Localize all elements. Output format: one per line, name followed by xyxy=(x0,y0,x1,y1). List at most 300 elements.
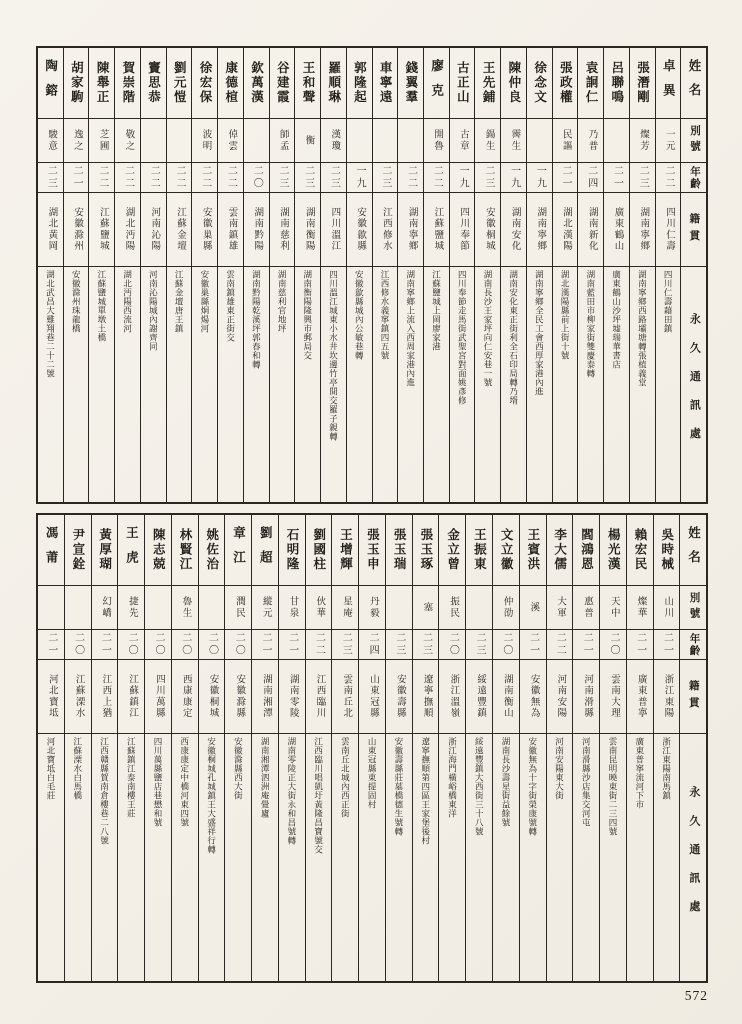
person-origin-cell xyxy=(218,192,243,266)
person-column xyxy=(279,515,306,981)
person-origin-cell xyxy=(439,659,465,733)
person-name: 林賢江 xyxy=(177,528,192,572)
person-address-cell xyxy=(413,733,439,981)
person-age-cell xyxy=(493,629,519,659)
person-column xyxy=(167,48,193,502)
person-address-cell xyxy=(332,733,358,981)
person-name-cell xyxy=(141,48,166,118)
header-alias: 別號 xyxy=(688,592,700,623)
person-name-cell xyxy=(118,515,144,585)
person-column xyxy=(359,515,386,981)
person-age: 二三 xyxy=(420,632,432,657)
person-address-cell xyxy=(118,733,144,981)
person-address: 安徽滁縣西大街 xyxy=(233,737,244,801)
person-origin: 湖南衡陽 xyxy=(303,207,314,252)
person-name-cell xyxy=(92,515,118,585)
person-address-cell xyxy=(501,266,526,502)
person-column xyxy=(439,515,466,981)
person-address: 江蘇鹽城單墩土橋 xyxy=(96,270,107,343)
person-name-cell xyxy=(386,515,412,585)
person-name-cell xyxy=(244,48,269,118)
person-address: 湖南黔陽乾溪坪郭春和轉 xyxy=(251,270,262,370)
person-alias-cell xyxy=(192,118,217,162)
header-name-cell xyxy=(680,515,706,585)
header-age: 年齡 xyxy=(688,165,700,190)
person-alias-cell xyxy=(172,585,198,629)
person-name: 古正山 xyxy=(455,61,470,105)
person-address-cell xyxy=(279,733,305,981)
directory-table-bottom xyxy=(36,513,708,983)
person-alias: 山川 xyxy=(662,596,673,619)
person-name-cell xyxy=(527,48,552,118)
person-address-cell xyxy=(89,266,114,502)
person-column xyxy=(654,515,681,981)
person-origin-cell xyxy=(553,192,578,266)
person-name: 石明隆 xyxy=(285,528,300,572)
person-address-cell xyxy=(573,733,599,981)
person-alias-cell xyxy=(89,118,114,162)
person-age-cell xyxy=(332,629,358,659)
person-name-cell xyxy=(65,515,91,585)
person-age-cell xyxy=(38,162,63,192)
person-address-cell xyxy=(145,733,171,981)
person-address-cell xyxy=(306,733,332,981)
person-origin-cell xyxy=(347,192,372,266)
person-origin: 江蘇鹽城 xyxy=(97,207,108,252)
person-alias-cell xyxy=(225,585,251,629)
person-age-cell xyxy=(141,162,166,192)
person-name-cell xyxy=(192,48,217,118)
person-address-cell xyxy=(295,266,320,502)
person-age-cell xyxy=(578,162,603,192)
person-name-cell xyxy=(547,515,573,585)
person-column xyxy=(321,48,347,502)
person-column xyxy=(118,515,145,981)
person-name-cell xyxy=(38,48,63,118)
person-origin: 江蘇鎮江 xyxy=(127,674,138,719)
person-name: 陳志兢 xyxy=(151,528,166,572)
person-origin: 河南安陽 xyxy=(555,674,566,719)
person-age: 二三 xyxy=(340,632,352,657)
person-address-cell xyxy=(424,266,449,502)
person-name: 賀崇階 xyxy=(120,61,135,105)
person-origin-cell xyxy=(167,192,192,266)
person-name: 黃厚瑚 xyxy=(97,528,112,572)
person-name-cell xyxy=(64,48,89,118)
person-name: 王增輝 xyxy=(338,528,353,572)
person-alias: 駿意 xyxy=(46,129,57,152)
person-origin: 安徽壽縣 xyxy=(394,674,405,719)
person-column xyxy=(306,515,333,981)
header-name: 姓名 xyxy=(686,526,701,574)
person-age-cell xyxy=(573,629,599,659)
person-age: 二一 xyxy=(71,165,83,190)
person-age-cell xyxy=(115,162,140,192)
person-age-cell xyxy=(475,162,500,192)
person-age-cell xyxy=(295,162,320,192)
person-address: 江蘇鹽城上岡廖家港 xyxy=(431,270,442,352)
person-name: 張玉瑞 xyxy=(392,528,407,572)
person-alias-cell xyxy=(573,585,599,629)
person-address: 湖南長沙王家坪向仁安巷一號 xyxy=(482,270,493,388)
person-alias: 波明 xyxy=(200,129,211,152)
person-origin: 河南沁陽 xyxy=(149,207,160,252)
person-origin: 湖南新化 xyxy=(586,207,597,252)
person-name: 張潛剛 xyxy=(635,61,650,105)
person-origin: 遼寧撫順 xyxy=(421,674,432,719)
person-name-cell xyxy=(167,48,192,118)
person-address-cell xyxy=(359,733,385,981)
person-age: 二三 xyxy=(379,165,391,190)
person-name-cell xyxy=(466,515,492,585)
person-column xyxy=(115,48,141,502)
person-name: 陳仲良 xyxy=(506,61,521,105)
person-name: 賴宏民 xyxy=(632,528,647,572)
person-address-cell xyxy=(654,733,680,981)
person-address: 廣東普寧流河下市 xyxy=(634,737,645,810)
person-address-cell xyxy=(439,733,465,981)
person-origin: 湖南衡山 xyxy=(501,674,512,719)
person-column xyxy=(501,48,527,502)
person-age-cell xyxy=(244,162,269,192)
person-column xyxy=(192,48,218,502)
person-name-cell xyxy=(573,515,599,585)
person-name: 章江 xyxy=(231,525,246,575)
person-origin: 山東冠縣 xyxy=(368,674,379,719)
person-column xyxy=(475,48,501,502)
person-origin: 浙江東陽 xyxy=(662,674,673,719)
person-origin: 四川奉節 xyxy=(458,207,469,252)
person-column xyxy=(89,48,115,502)
person-name: 郭隆起 xyxy=(352,61,367,105)
person-address: 河南滑縣沙店集交河屯 xyxy=(581,737,592,828)
person-address: 安徽壽縣莊墓橋德生號轉 xyxy=(393,737,404,837)
header-name: 姓名 xyxy=(686,59,701,107)
person-age-cell xyxy=(450,162,475,192)
person-origin: 湖南寧鄉 xyxy=(406,207,417,252)
person-origin: 安徽無為 xyxy=(528,674,539,719)
person-age-cell xyxy=(64,162,89,192)
person-alias: 逸之 xyxy=(71,129,82,152)
person-age: 二〇 xyxy=(206,632,218,657)
person-column xyxy=(573,515,600,981)
person-origin-cell xyxy=(65,659,91,733)
person-age: 二一 xyxy=(611,165,623,190)
person-address-cell xyxy=(65,733,91,981)
person-name-cell xyxy=(295,48,320,118)
header-age-cell xyxy=(680,629,706,659)
person-name: 呂聯鳴 xyxy=(609,61,624,105)
person-origin-cell xyxy=(279,659,305,733)
person-name-cell xyxy=(600,515,626,585)
person-column xyxy=(270,48,296,502)
person-name-cell xyxy=(501,48,526,118)
person-name: 竇思恭 xyxy=(146,61,161,105)
person-origin-cell xyxy=(424,192,449,266)
person-name-cell xyxy=(145,515,171,585)
person-alias: 一元 xyxy=(663,129,674,152)
person-age-cell xyxy=(218,162,243,192)
person-address: 江蘇溧水白馬橋 xyxy=(72,737,83,801)
person-name: 張玉申 xyxy=(365,528,380,572)
person-alias-cell xyxy=(167,118,192,162)
person-alias: 天中 xyxy=(608,596,619,619)
person-origin-cell xyxy=(654,659,680,733)
person-name-cell xyxy=(604,48,629,118)
person-name-cell xyxy=(439,515,465,585)
header-alias: 別號 xyxy=(688,125,700,156)
person-column xyxy=(386,515,413,981)
person-origin: 河南滑縣 xyxy=(582,674,593,719)
person-age: 二一 xyxy=(581,632,593,657)
person-address-cell xyxy=(270,266,295,502)
person-age-cell xyxy=(604,162,629,192)
person-origin-cell xyxy=(225,659,251,733)
person-address: 湖南湘潭泗洲庵覺廬 xyxy=(260,737,271,819)
person-alias: 星庵 xyxy=(341,596,352,619)
header-age: 年齡 xyxy=(688,632,700,657)
person-address-cell xyxy=(527,266,552,502)
person-address: 安徽歙縣城內公敏巷轉 xyxy=(354,270,365,361)
person-address-cell xyxy=(627,733,653,981)
person-address-cell xyxy=(244,266,269,502)
person-age: 二二 xyxy=(96,165,108,190)
person-name: 陶鎔 xyxy=(43,58,58,108)
person-origin: 四川仁壽 xyxy=(663,207,674,252)
person-origin-cell xyxy=(199,659,225,733)
person-address: 河北寶坻白毛莊 xyxy=(45,737,56,801)
person-name-cell xyxy=(115,48,140,118)
person-column xyxy=(225,515,252,981)
person-address: 四川仁壽藉田鎮 xyxy=(663,270,674,334)
person-alias-cell xyxy=(630,118,655,162)
person-alias-cell xyxy=(654,585,680,629)
person-age: 二三 xyxy=(393,632,405,657)
person-address: 西康康定中橋河東四號 xyxy=(179,737,190,828)
person-name-cell xyxy=(475,48,500,118)
person-address: 河南安陽東大街 xyxy=(554,737,565,801)
person-alias: 幻嶠 xyxy=(100,596,111,619)
person-column xyxy=(252,515,279,981)
person-origin: 江蘇金壇 xyxy=(175,207,186,252)
person-age-cell xyxy=(118,629,144,659)
header-name-cell xyxy=(681,48,706,118)
person-alias: 仲劭 xyxy=(501,596,512,619)
person-alias-cell xyxy=(520,585,546,629)
person-address: 安徽桐城孔城鎮王大盛祥行轉 xyxy=(206,737,217,855)
person-name-cell xyxy=(279,515,305,585)
person-alias: 古章 xyxy=(457,129,468,152)
person-address-cell xyxy=(466,733,492,981)
person-origin-cell xyxy=(466,659,492,733)
person-name-cell xyxy=(321,48,346,118)
person-alias: 溪 xyxy=(528,601,539,614)
directory-table-top xyxy=(36,46,708,504)
person-age: 一九 xyxy=(354,165,366,190)
person-age-cell xyxy=(167,162,192,192)
person-alias: 乃普 xyxy=(586,129,597,152)
person-alias-cell xyxy=(493,585,519,629)
person-age-cell xyxy=(439,629,465,659)
person-name-cell xyxy=(656,48,681,118)
person-address-cell xyxy=(252,733,278,981)
person-address: 江西贛縣賀南倉樓巷二八號 xyxy=(99,737,110,846)
person-origin-cell xyxy=(270,192,295,266)
person-name: 劉國柱 xyxy=(311,528,326,572)
person-origin: 江西臨川 xyxy=(314,674,325,719)
person-alias-cell xyxy=(295,118,320,162)
person-age-cell xyxy=(252,629,278,659)
person-age-cell xyxy=(199,629,225,659)
person-age: 二二 xyxy=(122,165,134,190)
person-name: 馮莆 xyxy=(44,525,59,575)
person-alias: 漢瓊 xyxy=(329,129,340,152)
person-age: 二三 xyxy=(328,165,340,190)
person-origin: 廣東普寧 xyxy=(635,674,646,719)
person-address: 安徽滁州珠龍橋 xyxy=(71,270,82,334)
person-address-cell xyxy=(656,266,681,502)
person-column xyxy=(295,48,321,502)
person-origin: 安徽桐城 xyxy=(483,207,494,252)
person-name: 欽萬漢 xyxy=(249,61,264,105)
person-address: 四川萬縣鹽店巷懋和號 xyxy=(153,737,164,828)
person-age-cell xyxy=(306,629,332,659)
person-origin: 安徽巢縣 xyxy=(200,207,211,252)
person-name-cell xyxy=(199,515,225,585)
person-origin-cell xyxy=(172,659,198,733)
person-origin-cell xyxy=(141,192,166,266)
person-origin: 江蘇溧水 xyxy=(73,674,84,719)
person-column xyxy=(630,48,656,502)
person-name-cell xyxy=(359,515,385,585)
person-alias-cell xyxy=(38,118,63,162)
person-alias-cell xyxy=(501,118,526,162)
person-address-cell xyxy=(630,266,655,502)
person-age: 二〇 xyxy=(500,632,512,657)
person-age: 二四 xyxy=(367,632,379,657)
person-age: 二〇 xyxy=(152,632,164,657)
person-address-cell xyxy=(38,266,63,502)
person-alias-cell xyxy=(413,585,439,629)
person-age-cell xyxy=(279,629,305,659)
person-origin: 西康康定 xyxy=(180,674,191,719)
person-address: 雲南丘北城內西正街 xyxy=(340,737,351,819)
person-alias-cell xyxy=(38,585,64,629)
person-name: 王和聲 xyxy=(300,61,315,105)
person-age: 二〇 xyxy=(251,165,263,190)
person-alias: 燦芳 xyxy=(638,129,648,152)
person-name-cell xyxy=(332,515,358,585)
page-number: 572 xyxy=(684,988,708,1003)
person-alias-cell xyxy=(321,118,346,162)
person-age-cell xyxy=(466,629,492,659)
person-address-cell xyxy=(167,266,192,502)
person-age: 二一 xyxy=(634,632,646,657)
person-alias-cell xyxy=(386,585,412,629)
person-address: 湖南長沙壽星街益餘號 xyxy=(500,737,511,828)
person-address-cell xyxy=(225,733,251,981)
person-age-cell xyxy=(656,162,681,192)
person-column xyxy=(141,48,167,502)
person-alias-cell xyxy=(527,118,552,162)
person-age-cell xyxy=(501,162,526,192)
person-alias: 振民 xyxy=(448,596,459,619)
person-alias-cell xyxy=(656,118,681,162)
person-name: 閻鴻恩 xyxy=(579,528,594,572)
person-origin-cell xyxy=(656,192,681,266)
person-address: 山東冠縣東提固村 xyxy=(367,737,378,810)
person-name: 王先鋪 xyxy=(481,61,496,105)
person-address: 安徽巢縣烔煬河 xyxy=(199,270,210,334)
person-origin-cell xyxy=(386,659,412,733)
person-age: 二二 xyxy=(313,632,325,657)
person-alias: 芝圃 xyxy=(97,129,108,152)
person-alias: 民謳 xyxy=(560,129,571,152)
person-origin: 湖北沔陽 xyxy=(123,207,134,252)
person-column xyxy=(373,48,399,502)
person-address: 浙江東陽南馬鎮 xyxy=(661,737,672,801)
person-address-cell xyxy=(172,733,198,981)
header-origin: 籍貫 xyxy=(687,679,699,714)
person-address-cell xyxy=(553,266,578,502)
person-column xyxy=(553,48,579,502)
person-origin-cell xyxy=(527,192,552,266)
person-address: 湖北漢陽縣前上街十號 xyxy=(560,270,571,361)
person-alias: 甘泉 xyxy=(287,596,298,619)
person-age: 二〇 xyxy=(607,632,619,657)
person-age: 二二 xyxy=(431,165,443,190)
person-alias-cell xyxy=(65,585,91,629)
person-origin-cell xyxy=(501,192,526,266)
person-age-cell xyxy=(654,629,680,659)
person-address-cell xyxy=(450,266,475,502)
person-age: 一九 xyxy=(534,165,546,190)
person-alias-cell xyxy=(439,585,465,629)
person-column xyxy=(64,48,90,502)
person-name: 王虎 xyxy=(124,525,139,575)
person-origin: 江西修水 xyxy=(380,207,391,252)
person-column xyxy=(547,515,574,981)
person-column xyxy=(145,515,172,981)
person-alias-cell xyxy=(252,585,278,629)
person-alias-cell xyxy=(306,585,332,629)
person-alias-cell xyxy=(553,118,578,162)
person-column xyxy=(65,515,92,981)
header-column xyxy=(681,48,706,502)
person-alias-cell xyxy=(118,585,144,629)
header-address-cell xyxy=(680,733,706,981)
person-origin-cell xyxy=(359,659,385,733)
person-alias: 縱元 xyxy=(260,596,271,619)
person-origin-cell xyxy=(118,659,144,733)
person-origin: 湖北黃岡 xyxy=(46,207,57,252)
person-age: 二一 xyxy=(560,165,572,190)
person-address: 浙江海門橫峪橋東洋 xyxy=(447,737,458,819)
person-age: 二二 xyxy=(405,165,417,190)
person-column xyxy=(520,515,547,981)
person-alias: 大軍 xyxy=(555,596,566,619)
person-address: 湖南寧鄉全民工會西厚家港內進 xyxy=(534,270,545,397)
person-age-cell xyxy=(520,629,546,659)
person-alias: 伙華 xyxy=(314,596,325,619)
person-alias: 霽生 xyxy=(509,129,520,152)
person-name: 胡家駒 xyxy=(69,61,84,105)
person-address: 湖南寧鄉西路壩塘轉張植義堂 xyxy=(637,270,648,388)
person-address: 湖北沔陽西流河 xyxy=(122,270,133,334)
person-alias-cell xyxy=(92,585,118,629)
person-age: 二〇 xyxy=(447,632,459,657)
person-name: 車寧遠 xyxy=(378,61,393,105)
